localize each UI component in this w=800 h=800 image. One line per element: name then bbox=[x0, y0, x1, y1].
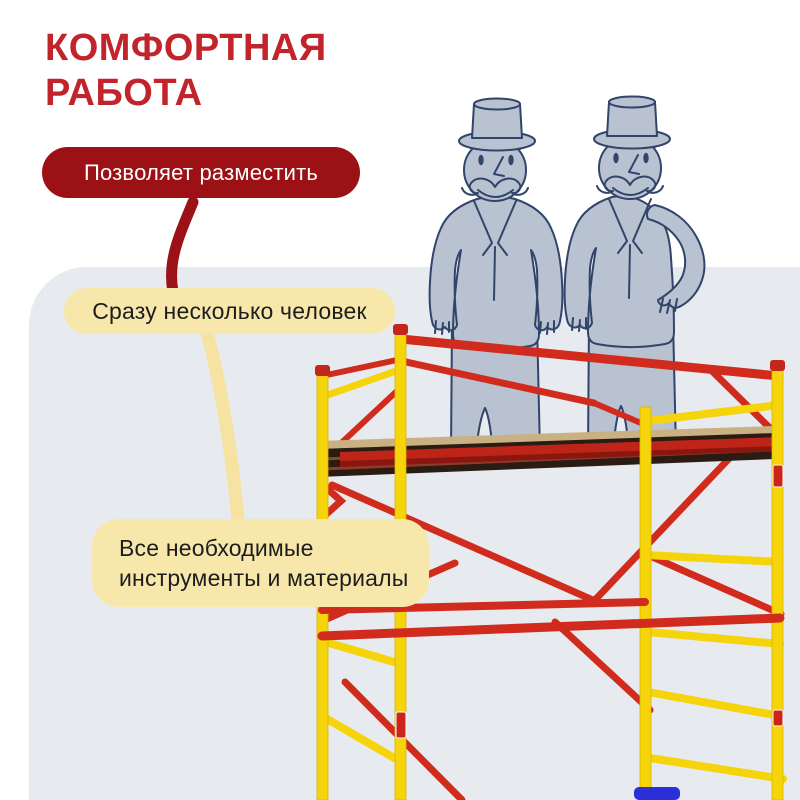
callout-primary bbox=[42, 147, 360, 198]
page-title-line1: КОМФОРТНАЯ bbox=[45, 27, 327, 69]
left-gentleman-figure bbox=[430, 99, 563, 453]
top-hat-icon bbox=[459, 99, 535, 151]
post-label-sticker bbox=[773, 465, 783, 487]
page-title bbox=[45, 26, 327, 116]
callout-benefit-tools-line2: инструменты и материалы bbox=[119, 565, 409, 591]
callout-benefit-people bbox=[64, 288, 395, 334]
red-connector-curve bbox=[171, 202, 193, 292]
callout-benefit-tools bbox=[92, 519, 429, 607]
callout-benefit-people-label: Сразу несколько человек bbox=[92, 297, 367, 324]
caster-wheel bbox=[634, 787, 680, 800]
page-title-line2: РАБОТА bbox=[45, 72, 203, 114]
yellow-connector-curve bbox=[207, 332, 238, 521]
post-label-sticker bbox=[773, 710, 783, 726]
right-gentleman-figure bbox=[565, 97, 705, 451]
top-hat-icon bbox=[594, 97, 670, 149]
callout-benefit-tools-line1: Все необходимые bbox=[119, 535, 314, 561]
scaffold-horizontal-rails bbox=[322, 602, 780, 636]
post-label-sticker bbox=[396, 712, 406, 738]
scaffold-platform bbox=[318, 426, 780, 477]
callout-primary-label: Позволяет разместить bbox=[83, 159, 319, 185]
right-gentleman-head bbox=[594, 97, 670, 200]
left-gentleman-head bbox=[459, 99, 535, 202]
